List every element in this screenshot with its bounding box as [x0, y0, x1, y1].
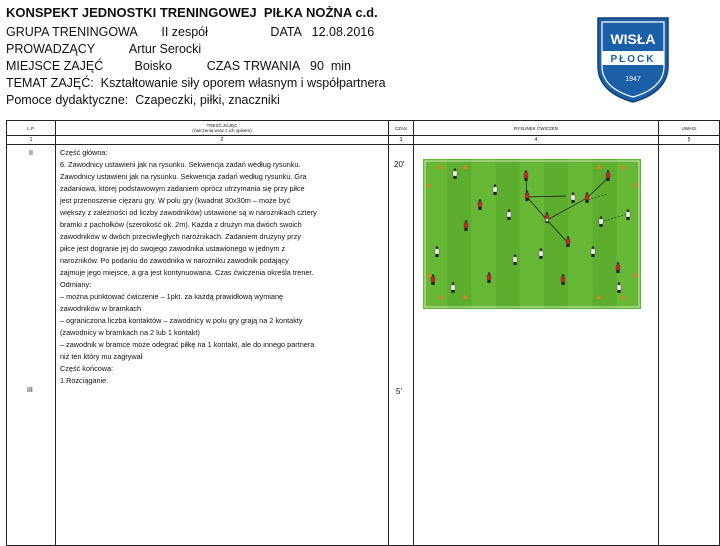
description-line: – zawodnik w bramce może odegrać piłkę na 1 kontakt, ale do innego partnera [60, 340, 315, 349]
training-group-line: GRUPA TRENINGOWA II zespół DATA 12.08.2016 [6, 25, 375, 39]
description-line: Odmiany: [60, 280, 92, 289]
header-content-subtitle: (ćwiczenia wraz z ich opisem) [192, 128, 252, 133]
header-notes: UWAGI [659, 121, 720, 136]
content-cell [56, 145, 389, 546]
lp-cell [7, 145, 56, 546]
description-line: bramki z pachołków (szerokość ok. 2m). Każda z drużyn ma dwóch swoich [60, 220, 302, 229]
description-line: zawodników w dwóch przeciwległych narożnikach. Zadaniem drużyny przy [60, 232, 301, 241]
pitch-stripe [423, 159, 447, 309]
description-line: Część główna: [60, 148, 108, 157]
description-line: – można punktować ćwiczenie – 1pkt. za każdą prawidłową wymianę [60, 292, 284, 301]
description-line: piłce jest dogranie jej do swojego zawodnika ustawionego w jednym z [60, 244, 286, 253]
column-number: 2 [56, 136, 389, 145]
description-line: zadaniowa, której podstawowym zadaniem oprócz utrzymania się przy piłce [60, 184, 305, 193]
exercise-description [56, 145, 388, 387]
logo-text-top: WISŁA [610, 31, 656, 47]
notes-cell [659, 145, 720, 546]
teaching-aids-line: Pomoce dydaktyczne: Czapeczki, piłki, znaczniki [6, 93, 280, 107]
column-number: 1 [7, 136, 56, 145]
description-line: narożników. Po podaniu do zawodnika w narożniku zawodnik podający [60, 256, 289, 265]
description-line: jest przenoszenie ciężaru gry. W polu gry (kwadrat 30x30m – może być [60, 196, 291, 205]
duration-value: 20' [394, 160, 405, 169]
column-number: 3 [389, 136, 414, 145]
description-line: (zawodnicy w bramkach na 2 lub 1 kontakt) [60, 328, 200, 337]
ball [545, 218, 548, 221]
document-title: KONSPEKT JEDNOSTKI TRENINGOWEJ PIŁKA NOŻNA c.d. [6, 5, 378, 20]
description-line: 6. Zawodnicy ustawieni jak na rysunku. Sekwencja zadań według rysunku. [60, 160, 301, 169]
topic-line: TEMAT ZAJĘĆ: Kształtowanie siły oporem własnym i współpartnera [6, 76, 386, 90]
pitch-stripe [568, 159, 592, 309]
header-content [56, 121, 389, 136]
section-number: II [29, 150, 33, 157]
pitch-stripe [471, 159, 495, 309]
time-cell [389, 145, 414, 546]
header-content-title: TREŚĆ ZAJĘĆ [206, 123, 238, 128]
column-number: 5 [659, 136, 720, 145]
logo-year: 1947 [625, 76, 641, 83]
instructor-line: PROWADZĄCY Artur Serocki [6, 42, 202, 56]
header-time: CZAS [389, 121, 414, 136]
description-line: większy z zależności od liczby zawodników) ustawione są w narożnikach cztery [60, 208, 317, 217]
logo-text-mid: PŁOCK [610, 54, 656, 65]
duration-value: 5' [396, 387, 402, 396]
club-crest-logo [594, 14, 672, 104]
location-line: MIEJSCE ZAJĘĆ Boisko CZAS TRWANIA 90 min [6, 59, 351, 73]
description-line: Zawodnicy ustawieni jak na rysunku. Sekwencja zadań według rysunku. Gra [60, 172, 307, 181]
description-line: – ograniczona liczba kontaktów – zawodnicy w polu gry grają na 2 kontakty [60, 316, 303, 325]
section-number: III [27, 387, 33, 394]
pitch-stripe [520, 159, 544, 309]
description-line: niż ten który mu zagrywał [60, 352, 143, 361]
description-line: Część końcowa: [60, 364, 114, 373]
exercise-diagram [423, 159, 641, 309]
description-line: zawodników w bramkach [60, 304, 142, 313]
description-line: zajmuje jego miejsce, a gra jest kontynuowana. Czas ćwiczenia określa trener. [60, 268, 314, 277]
header-lp: L.P. [7, 121, 56, 136]
column-number: 4 [414, 136, 659, 145]
header-drawing: RYSUNEK ĆWICZEŃ [414, 121, 659, 136]
description-line: 1.Rozciąganie. [60, 376, 109, 385]
